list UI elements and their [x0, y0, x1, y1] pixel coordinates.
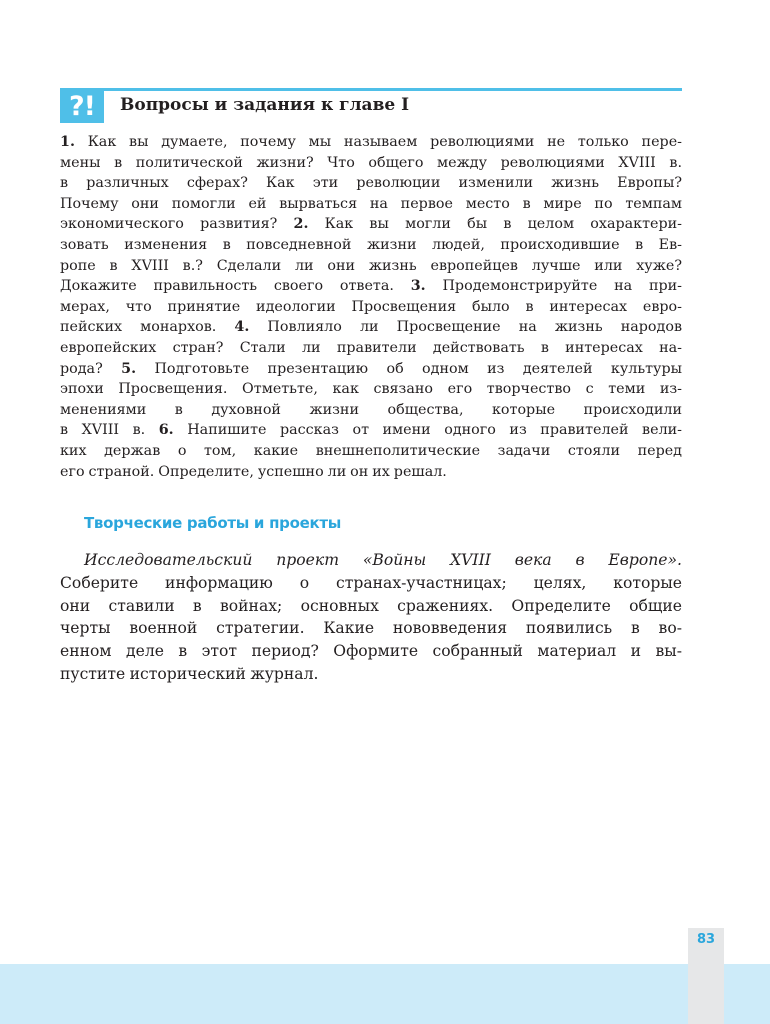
- page-title: Вопросы и задания к главе I: [120, 95, 410, 115]
- text-run: зовать изменения в повседневной жизни людей, происходившие в Ев-: [60, 236, 682, 253]
- text-line: [60, 256, 682, 277]
- questions-text: [60, 132, 682, 482]
- text-line: [60, 595, 682, 618]
- question-number: 4.: [234, 319, 250, 336]
- text-line: [60, 359, 682, 380]
- text-run: Продемонстрируйте на при-: [425, 278, 682, 295]
- text-run: мены в политической жизни? Что общего между революциями XVIII в.: [60, 154, 682, 171]
- text-line: [60, 214, 682, 235]
- text-line: [60, 617, 682, 640]
- text-line: [60, 235, 682, 256]
- text-line: [60, 462, 682, 483]
- text-run: ропе в XVIII в.? Сделали ли они жизнь европейцев лучше или хуже?: [60, 257, 682, 274]
- text-run: черты военной стратегии. Какие нововведения появились в во-: [60, 619, 682, 638]
- question-badge-icon: ?!: [60, 91, 104, 123]
- text-run: его страной. Определите, успешно ли он их решал.: [60, 463, 447, 480]
- text-line: [60, 420, 682, 441]
- text-run: экономического развития?: [60, 216, 294, 233]
- text-line: [60, 441, 682, 462]
- text-run: Повлияло ли Просвещение на жизнь народов: [249, 319, 682, 336]
- text-run: Исследовательский проект «Войны XVIII века в Европе».: [84, 551, 682, 569]
- text-line: [60, 572, 682, 595]
- text-run: пустите исторический журнал.: [60, 664, 319, 683]
- text-run: Подготовьте презентацию об одном из деятелей культуры: [136, 360, 682, 377]
- text-run: Докажите правильность своего ответа.: [60, 278, 411, 295]
- question-number: 1.: [60, 134, 75, 150]
- text-line: [60, 663, 682, 686]
- text-run: рода?: [60, 360, 122, 377]
- text-run: Как вы думаете, почему мы называем революциями не только пере-: [74, 134, 682, 150]
- text-run: ких держав о том, какие внешнеполитические задачи стояли перед: [60, 442, 682, 459]
- text-line: [60, 194, 682, 215]
- text-run: Как вы могли бы в целом охарактери-: [308, 216, 682, 233]
- text-line: [60, 379, 682, 400]
- text-run: Соберите информацию о странах-участницах; целях, которые: [60, 573, 682, 592]
- text-run: мерах, что принятие идеологии Просвещения было в интересах евро-: [60, 298, 682, 315]
- text-run: енном деле в этот период? Оформите собранный материал и вы-: [60, 642, 682, 661]
- section-heading-creative: Творческие работы и проекты: [84, 514, 341, 532]
- text-run: в XVIII в.: [60, 422, 159, 439]
- text-line: [60, 338, 682, 359]
- text-line: [60, 549, 682, 572]
- text-line: [60, 400, 682, 421]
- page-number: 83: [696, 932, 716, 947]
- text-line: [60, 153, 682, 174]
- text-run: европейских стран? Стали ли правители действовать в интересах на-: [60, 339, 682, 356]
- text-line: [60, 317, 682, 338]
- text-line: [60, 276, 682, 297]
- question-number: 3.: [410, 278, 426, 295]
- text-run: они ставили в войнах; основных сражениях. Определите общие: [60, 596, 682, 615]
- text-run: Почему они помогли ей вырваться на первое место в мире по темпам: [60, 195, 682, 212]
- text-run: Напишите рассказ от имени одного из правителей вели-: [173, 422, 682, 439]
- header-rule: [60, 88, 682, 91]
- question-number: 6.: [158, 422, 174, 439]
- question-number: 2.: [293, 216, 309, 233]
- question-number: 5.: [121, 360, 137, 377]
- text-line: [60, 297, 682, 318]
- text-line: [60, 640, 682, 663]
- footer-band: [0, 964, 770, 1024]
- text-run: пейских монархов.: [60, 319, 235, 336]
- text-run: в различных сферах? Как эти революции изменили жизнь Европы?: [60, 175, 682, 192]
- text-run: эпохи Просвещения. Отметьте, как связано его творчество с теми из-: [60, 381, 682, 398]
- text-run: менениями в духовной жизни общества, которые происходили: [60, 401, 682, 418]
- text-line: [60, 173, 682, 194]
- project-text: [60, 549, 682, 686]
- text-line: [60, 132, 682, 153]
